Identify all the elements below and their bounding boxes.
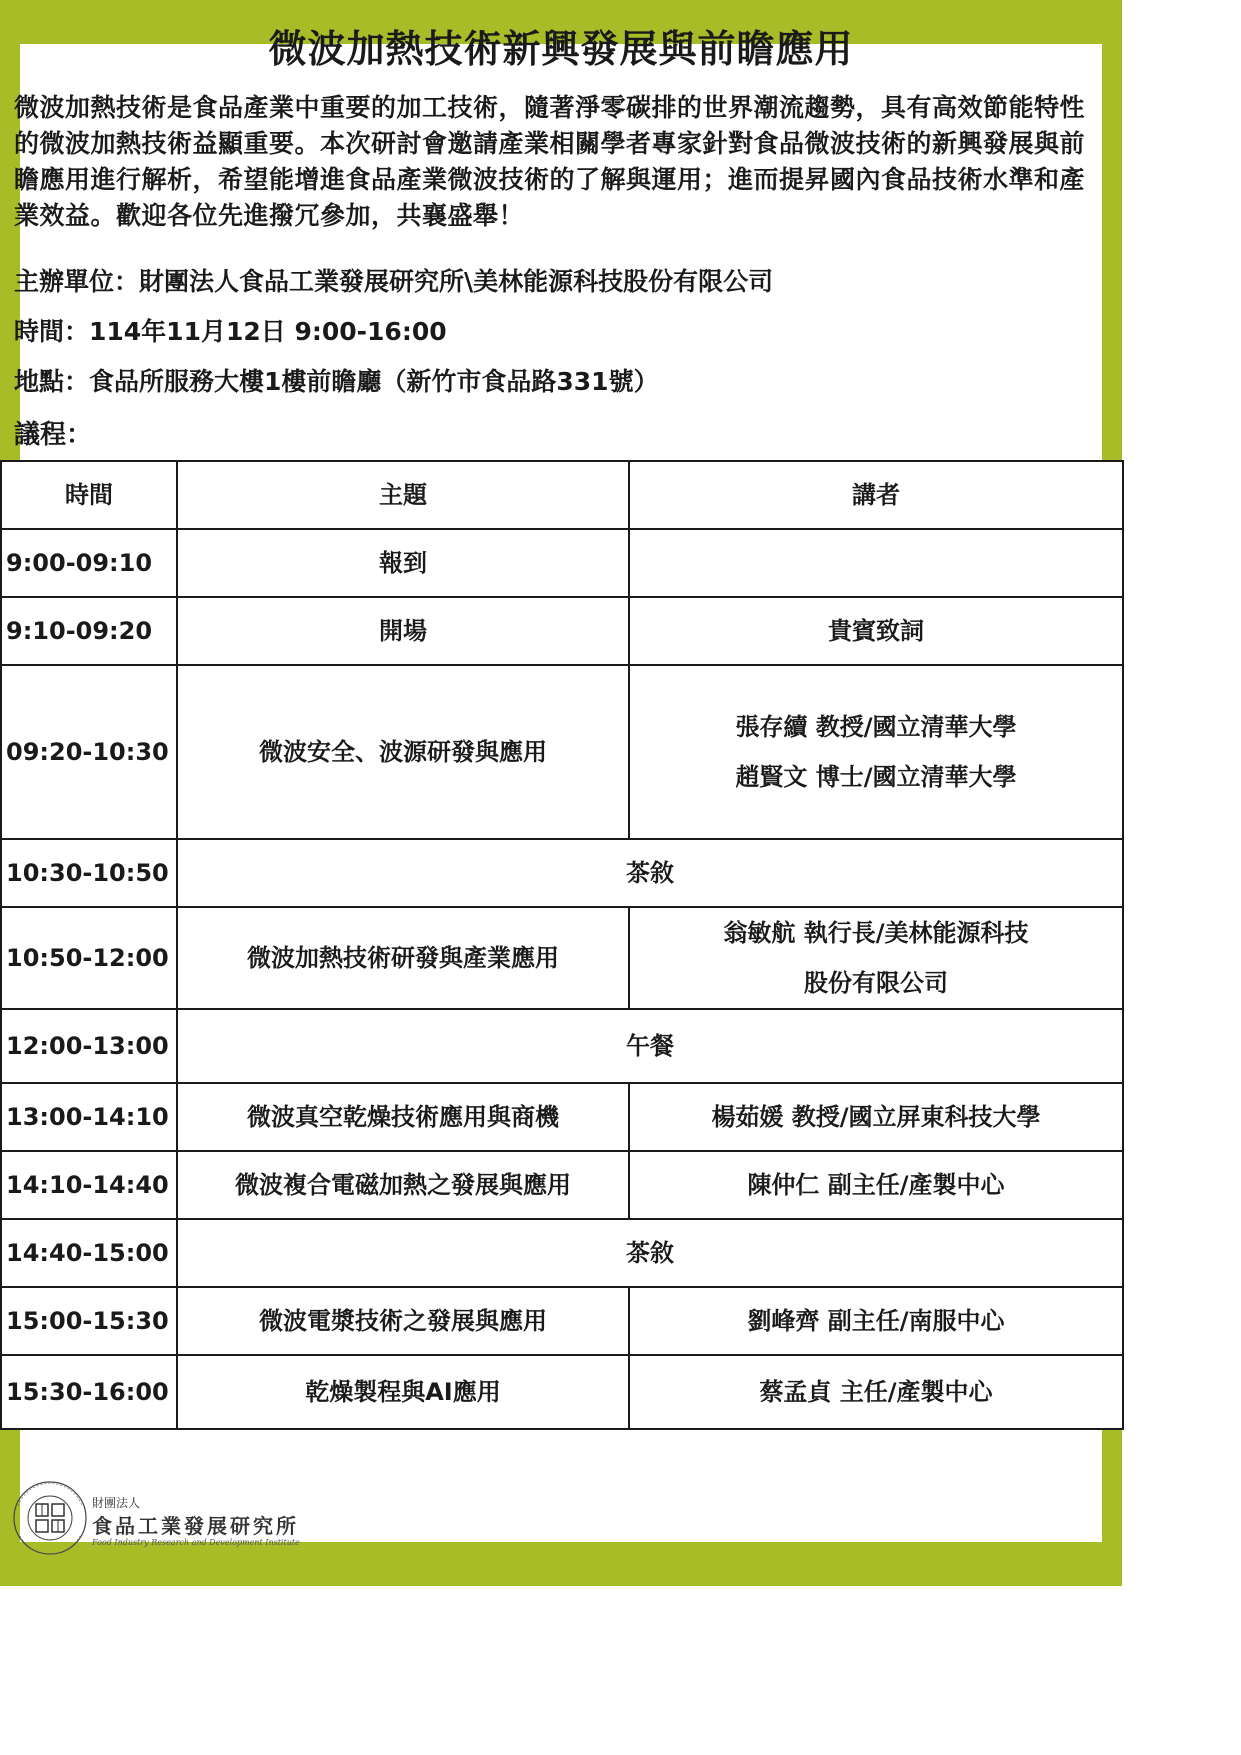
row-topic: 報到 <box>177 529 629 597</box>
row-time: 09:20-10:30 <box>1 665 177 839</box>
row-time: 15:00-15:30 <box>1 1287 177 1355</box>
row-speaker <box>629 665 1123 839</box>
table-row <box>1 1009 1123 1083</box>
row-time: 10:30-10:50 <box>1 839 177 907</box>
speaker-line: 股份有限公司 <box>804 969 948 997</box>
logo-name: 食品工業發展研究所 <box>92 1514 299 1538</box>
row-time: 10:50-12:00 <box>1 907 177 1009</box>
organizer-line: 主辦單位：財團法人食品工業發展研究所\美林能源科技股份有限公司 <box>14 267 774 296</box>
header-topic: 主題 <box>177 461 629 529</box>
row-time: 9:10-09:20 <box>1 597 177 665</box>
row-time: 15:30-16:00 <box>1 1355 177 1429</box>
row-time: 9:00-09:10 <box>1 529 177 597</box>
row-time: 14:40-15:00 <box>1 1219 177 1287</box>
header-speaker: 講者 <box>629 461 1123 529</box>
row-speaker <box>629 907 1123 1009</box>
row-speaker: 劉峰齊 副主任/南服中心 <box>629 1287 1123 1355</box>
row-speaker: 楊茹媛 教授/國立屏東科技大學 <box>629 1083 1123 1151</box>
logo-prefix: 財團法人 <box>92 1496 141 1510</box>
speaker-line: 趙賢文 博士/國立清華大學 <box>735 763 1017 791</box>
row-speaker: 貴賓致詞 <box>629 597 1123 665</box>
table-row <box>1 1151 1123 1219</box>
location-line: 地點：食品所服務大樓1樓前瞻廳（新竹市食品路331號） <box>14 367 659 396</box>
page-title: 微波加熱技術新興發展與前瞻應用 <box>268 27 854 71</box>
row-speaker: 陳仲仁 副主任/產製中心 <box>629 1151 1123 1219</box>
row-speaker <box>629 529 1123 597</box>
header-time: 時間 <box>1 461 177 529</box>
time-line: 時間：114年11月12日 9:00-16:00 <box>14 317 447 346</box>
row-break: 茶敘 <box>177 1219 1123 1287</box>
logo-english: Food Industry Research and Development Institute <box>92 1538 300 1547</box>
agenda-table <box>0 460 1124 1430</box>
speaker-line: 翁敏航 執行長/美林能源科技 <box>723 919 1029 947</box>
row-break: 午餐 <box>177 1009 1123 1083</box>
table-row <box>1 1083 1123 1151</box>
row-topic: 乾燥製程與AI應用 <box>177 1355 629 1429</box>
table-row <box>1 1219 1123 1287</box>
table-row <box>1 1287 1123 1355</box>
seal-icon <box>6 1466 96 1562</box>
table-row <box>1 907 1123 1009</box>
table-row <box>1 597 1123 665</box>
row-topic: 微波安全、波源研發與應用 <box>177 665 629 839</box>
table-row <box>1 529 1123 597</box>
row-time: 14:10-14:40 <box>1 1151 177 1219</box>
row-time: 12:00-13:00 <box>1 1009 177 1083</box>
speaker-line: 張存續 教授/國立清華大學 <box>735 713 1017 741</box>
row-time: 13:00-14:10 <box>1 1083 177 1151</box>
intro-paragraph: 微波加熱技術是食品產業中重要的加工技術，隨著淨零碳排的世界潮流趨勢，具有高效節能特性的微波加熱技術益顯重要。本次研討會邀請產業相關學者專家針對食品微波技術的新興發展與前瞻應用進行解析，希望能增進食品產業微波技術的了解與運用；進而提昇國內食品技術水準和產業效益。歡迎各位先進撥冗參加，共襄盛舉！ <box>14 93 1086 230</box>
table-row <box>1 839 1123 907</box>
row-topic: 微波電漿技術之發展與應用 <box>177 1287 629 1355</box>
table-row <box>1 1355 1123 1429</box>
row-topic: 微波加熱技術研發與產業應用 <box>177 907 629 1009</box>
row-break: 茶敘 <box>177 839 1123 907</box>
row-speaker: 蔡孟貞 主任/產製中心 <box>629 1355 1123 1429</box>
table-row <box>1 665 1123 839</box>
agenda-heading: 議程： <box>14 420 93 450</box>
agenda-header-row <box>1 461 1123 529</box>
row-topic: 微波複合電磁加熱之發展與應用 <box>177 1151 629 1219</box>
row-topic: 開場 <box>177 597 629 665</box>
row-topic: 微波真空乾燥技術應用與商機 <box>177 1083 629 1151</box>
